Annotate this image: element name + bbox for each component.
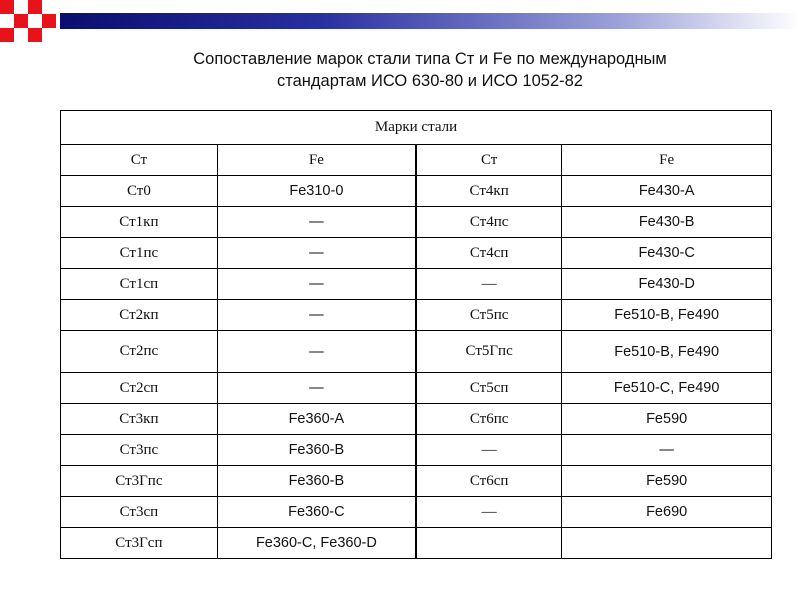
- table-cell: Fe430-B: [562, 207, 772, 238]
- table-cell: Fe590: [562, 404, 772, 435]
- table-cell: —: [217, 300, 416, 331]
- gradient-band: [60, 13, 800, 29]
- table-cell: [562, 528, 772, 559]
- table-cell: Fe510-B, Fe490: [562, 331, 772, 373]
- table-cell: —: [562, 435, 772, 466]
- table-row: [61, 269, 772, 300]
- table-cell: —: [416, 497, 562, 528]
- table-row: [61, 207, 772, 238]
- table-cell: Ст0: [61, 176, 218, 207]
- table-cell: —: [217, 207, 416, 238]
- table-row: [61, 331, 772, 373]
- table-cell: Fe310-0: [217, 176, 416, 207]
- checker-logo: [0, 0, 60, 42]
- title-line-1: Сопоставление марок стали типа Ст и Fe по международным: [193, 50, 667, 68]
- table-row: [61, 300, 772, 331]
- table-cell: Fe690: [562, 497, 772, 528]
- table-cell: —: [217, 269, 416, 300]
- column-header: Ст: [416, 145, 562, 176]
- table-cell: Ст4кп: [416, 176, 562, 207]
- table-cell: Ст2пс: [61, 331, 218, 373]
- table-cell: Ст6сп: [416, 466, 562, 497]
- table-cell: —: [416, 435, 562, 466]
- table-cell: Ст4пс: [416, 207, 562, 238]
- slide-title: [60, 48, 800, 92]
- table-cell: Fe360-B: [217, 435, 416, 466]
- table-row: [61, 238, 772, 269]
- table-row: [61, 373, 772, 404]
- table-cell: Ст3пс: [61, 435, 218, 466]
- table-cell: —: [217, 373, 416, 404]
- table-row: [61, 435, 772, 466]
- table-row: [61, 497, 772, 528]
- table-cell: Ст5Гпс: [416, 331, 562, 373]
- table-row: [61, 528, 772, 559]
- table-cell: Fe360-C, Fe360-D: [217, 528, 416, 559]
- table-cell: Fe360-B: [217, 466, 416, 497]
- table-header-cell: Марки стали: [61, 111, 772, 145]
- table-cell: [416, 528, 562, 559]
- table-cell: Ст1сп: [61, 269, 218, 300]
- table-cell: Fe510-C, Fe490: [562, 373, 772, 404]
- table-cell: Ст3Гпс: [61, 466, 218, 497]
- table-cell: Ст3кп: [61, 404, 218, 435]
- table-cell: Ст2сп: [61, 373, 218, 404]
- table-row: [61, 404, 772, 435]
- table-cell: —: [217, 238, 416, 269]
- table-cell: Ст5сп: [416, 373, 562, 404]
- column-header: Fe: [562, 145, 772, 176]
- table-cell: Ст3сп: [61, 497, 218, 528]
- table-cell: Fe430-A: [562, 176, 772, 207]
- table-row: [61, 176, 772, 207]
- table-cell: Ст6пс: [416, 404, 562, 435]
- table-cell: Ст4сп: [416, 238, 562, 269]
- column-header: Ст: [61, 145, 218, 176]
- table-cell: Fe360-C: [217, 497, 416, 528]
- table-cell: —: [416, 269, 562, 300]
- table-cell: Ст1пс: [61, 238, 218, 269]
- table-cell: Ст2кп: [61, 300, 218, 331]
- table-cell: Fe590: [562, 466, 772, 497]
- table-row: [61, 466, 772, 497]
- table-cell: Fe510-B, Fe490: [562, 300, 772, 331]
- table-cell: Ст1кп: [61, 207, 218, 238]
- column-header: Fe: [217, 145, 416, 176]
- slide-header-decoration: [0, 0, 800, 42]
- steel-grades-table: [60, 110, 772, 559]
- table-cell: Fe360-A: [217, 404, 416, 435]
- table-cell: Ст5пс: [416, 300, 562, 331]
- table-cell: —: [217, 331, 416, 373]
- table-cell: Fe430-D: [562, 269, 772, 300]
- table-cell: Fe430-C: [562, 238, 772, 269]
- title-line-2: стандартам ИСО 630-80 и ИСО 1052-82: [277, 72, 583, 90]
- table-cell: Ст3Гсп: [61, 528, 218, 559]
